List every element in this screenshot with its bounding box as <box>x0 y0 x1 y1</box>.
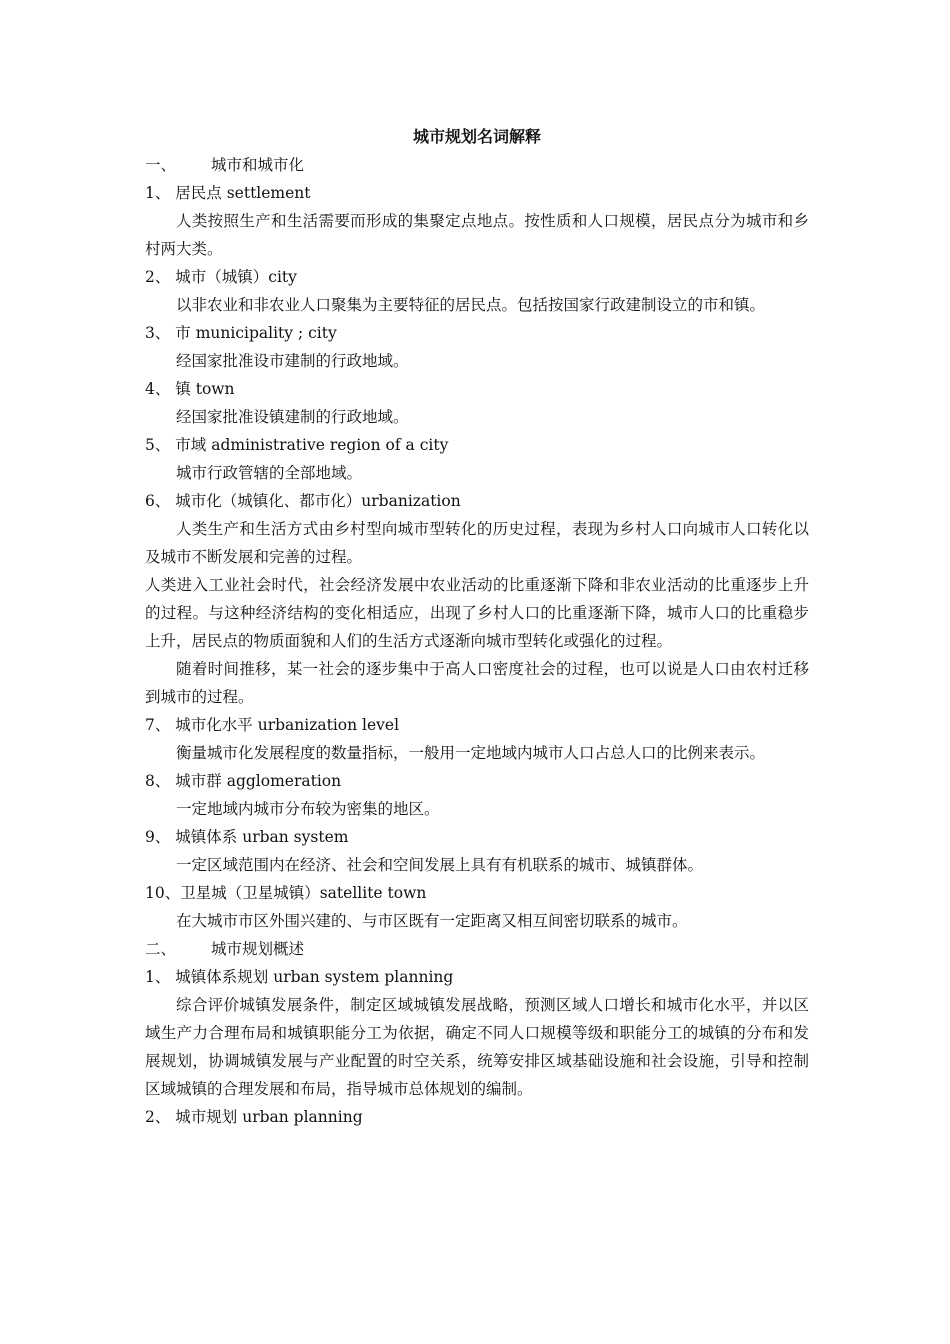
section-heading <box>145 151 809 179</box>
term-heading: 10、卫星城（卫星城镇）satellite town <box>145 884 427 902</box>
term-definition: 城市行政管辖的全部地域。 <box>176 464 363 482</box>
term-definition: 以非农业和非农业人口聚集为主要特征的居民点。包括按国家行政建制设立的市和镇。 <box>176 296 766 314</box>
document-page <box>145 123 809 1131</box>
section-title: 城市和城市化 <box>211 156 305 174</box>
term-heading: 9、 城镇体系 urban system <box>145 828 349 846</box>
term-definition: 在大城市市区外围兴建的、与市区既有一定距离又相互间密切联系的城市。 <box>176 912 688 930</box>
term-definition: 一定地域内城市分布较为密集的地区。 <box>176 800 440 818</box>
document-title: 城市规划名词解释 <box>412 127 541 146</box>
term-heading: 8、 城市群 agglomeration <box>145 772 342 790</box>
term-definition: 一定区域范围内在经济、社会和空间发展上具有有机联系的城市、城镇群体。 <box>176 856 704 874</box>
term-definition: 经国家批准设镇建制的行政地域。 <box>176 408 409 426</box>
section-number: 一、 <box>145 156 177 174</box>
term-heading: 3、 市 municipality ; city <box>145 324 337 342</box>
term-heading: 1、 居民点 settlement <box>145 184 311 202</box>
section-title: 城市规划概述 <box>211 940 305 958</box>
term-definition: 人类按照生产和生活需要而形成的集聚定点地点。按性质和人口规模，居民点分为城市和乡村两大类。 <box>145 212 809 258</box>
term-heading: 7、 城市化水平 urbanization level <box>145 716 400 734</box>
term-heading: 4、 镇 town <box>145 380 235 398</box>
term-definition: 人类进入工业社会时代，社会经济发展中农业活动的比重逐渐下降和非农业活动的比重逐步上升的过程。与这种经济结构的变化相适应，出现了乡村人口的比重逐渐下降，城市人口的比重稳步上升，居民点的物质面貌和人们的生活方式逐渐向城市型转化或强化的过程。 <box>145 576 809 650</box>
term-heading: 1、 城镇体系规划 urban system planning <box>145 968 454 986</box>
term-heading: 2、 城市（城镇）city <box>145 268 297 286</box>
term-definition: 综合评价城镇发展条件，制定区域城镇发展战略，预测区域人口增长和城市化水平，并以区域生产力合理布局和城镇职能分工为依据，确定不同人口规模等级和职能分工的城镇的分布和发展规划，协调城镇发展与产业配置的时空关系，统筹安排区域基础设施和社会设施，引导和控制区域城镇的合理发展和布局，指导城市总体规划的编制。 <box>145 996 809 1098</box>
section-heading <box>145 935 809 963</box>
section-number: 二、 <box>145 940 177 958</box>
term-definition: 衡量城市化发展程度的数量指标，一般用一定地域内城市人口占总人口的比例来表示。 <box>176 744 766 762</box>
term-heading: 6、 城市化（城镇化、都市化）urbanization <box>145 492 461 510</box>
term-heading: 5、 市域 administrative region of a city <box>145 436 449 454</box>
term-definition: 人类生产和生活方式由乡村型向城市型转化的历史过程，表现为乡村人口向城市人口转化以及城市不断发展和完善的过程。 <box>145 520 809 566</box>
term-heading: 2、 城市规划 urban planning <box>145 1108 363 1126</box>
term-definition: 随着时间推移，某一社会的逐步集中于高人口密度社会的过程，也可以说是人口由农村迁移到城市的过程。 <box>145 660 809 706</box>
term-definition: 经国家批准设市建制的行政地域。 <box>176 352 409 370</box>
